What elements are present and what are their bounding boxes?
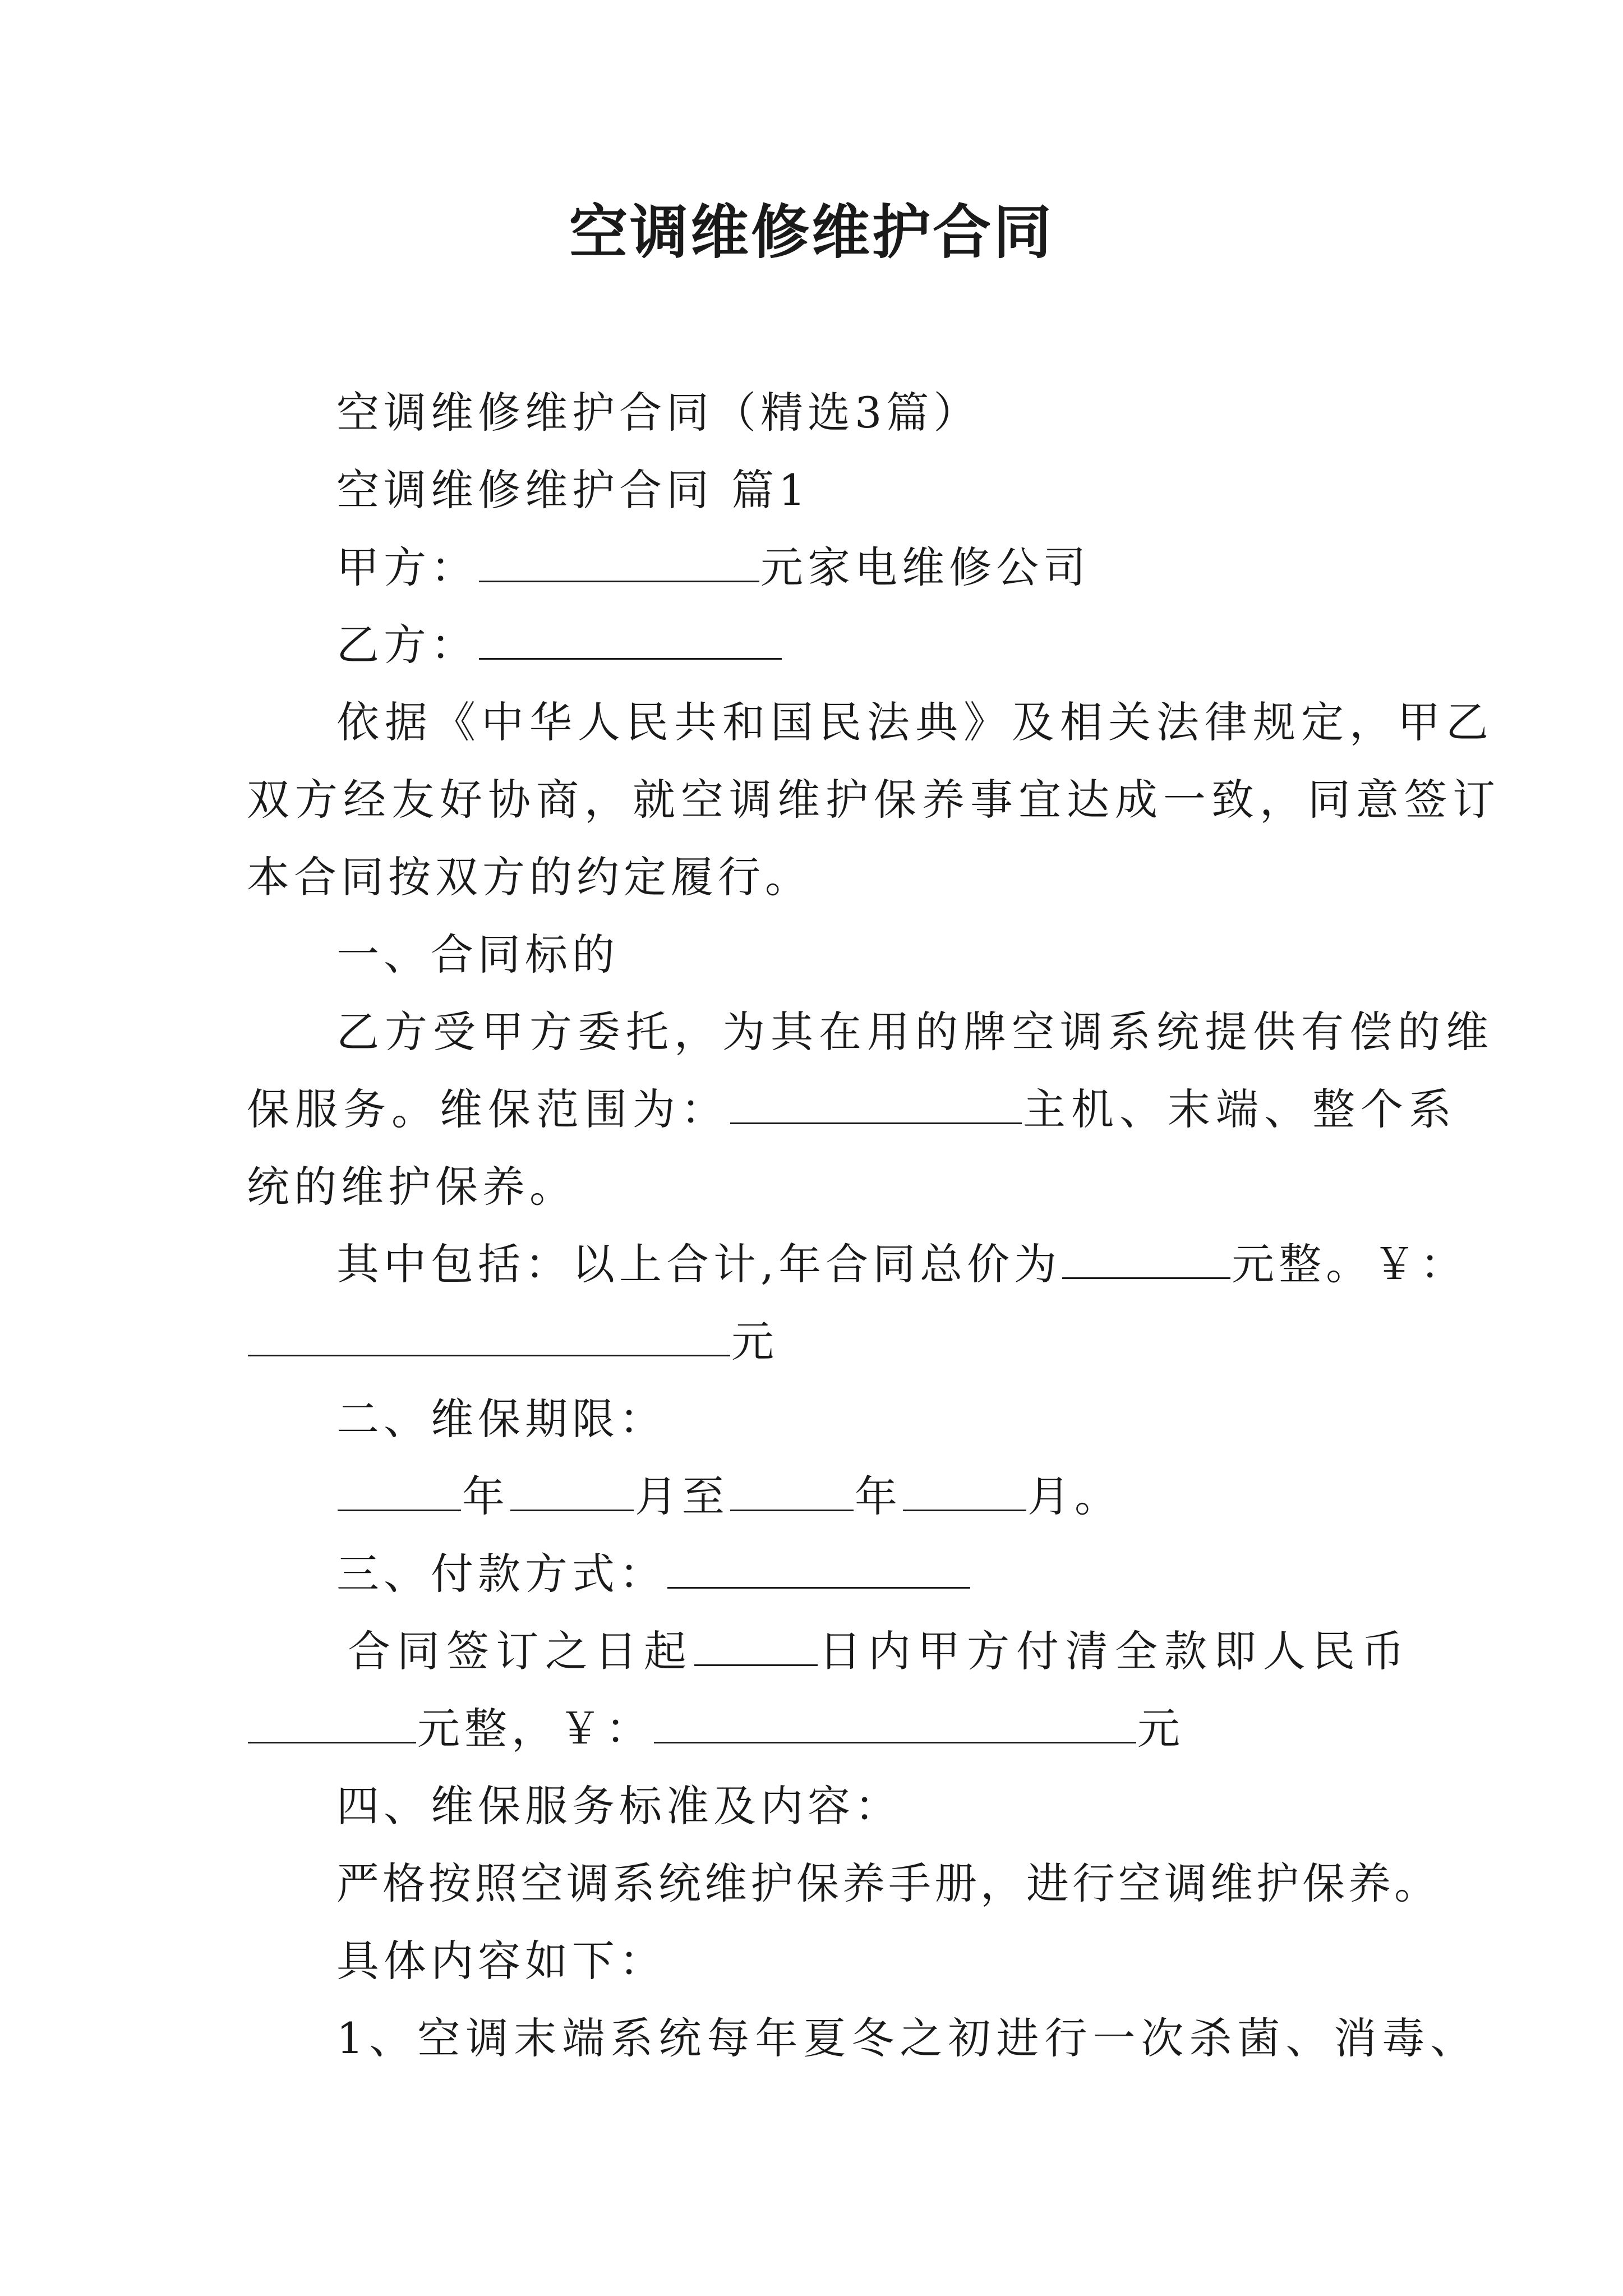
payment-currency-label: 元整，￥： — [417, 1704, 653, 1754]
payment-yuan-unit: 元 — [1137, 1704, 1184, 1754]
scope-blank — [730, 1084, 1022, 1124]
period-year-2: 年 — [855, 1471, 902, 1521]
period-month-end: 月。 — [1027, 1471, 1122, 1521]
period-month-to: 月至 — [635, 1471, 729, 1521]
intro-line-1: 依据《中华人民共和国民法典》及相关法律规定，甲乙 — [336, 697, 1494, 747]
price-yuan-unit: 元 — [731, 1317, 778, 1366]
price-currency-label: 元整。￥： — [1232, 1239, 1468, 1289]
party-b-line — [336, 619, 783, 670]
party-a-suffix: 元家电维修公司 — [760, 542, 1090, 592]
party-a-label: 甲方： — [336, 542, 478, 592]
subtitle: 空调维修维护合同（精选3篇） — [336, 388, 981, 438]
start-year-blank — [338, 1471, 461, 1511]
scope-suffix: 主机、末端、整个系 — [1023, 1084, 1457, 1134]
section3-line — [336, 1548, 971, 1599]
start-month-blank — [510, 1471, 634, 1511]
price-line-2 — [247, 1316, 778, 1367]
detail-intro: 具体内容如下： — [336, 1936, 666, 1986]
section1-body-line2 — [247, 1084, 1457, 1135]
document-title: 空调维修维护合同 — [569, 197, 1054, 266]
period-year-1: 年 — [462, 1471, 509, 1521]
end-month-blank — [903, 1471, 1026, 1511]
price-amount-blank — [1062, 1239, 1230, 1279]
party-b-label: 乙方： — [336, 620, 478, 670]
party-a-line — [336, 542, 1090, 593]
payment-amount-blank — [248, 1704, 416, 1743]
party-a-blank — [479, 542, 759, 582]
section1-body-line1: 乙方受甲方委托，为其在用的牌空调系统提供有偿的维 — [336, 1007, 1494, 1057]
section1-body-line3: 统的维护保养。 — [247, 1162, 577, 1212]
intro-line-2: 双方经友好协商，就空调维护保养事宜达成一致，同意签订 — [247, 775, 1501, 825]
payment-line-2 — [247, 1703, 1184, 1754]
section2-heading: 二、维保期限： — [336, 1394, 666, 1444]
end-year-blank — [730, 1471, 854, 1511]
period-line — [336, 1471, 1122, 1522]
party-b-blank — [479, 620, 782, 660]
part-heading: 空调维修维护合同 篇1 — [336, 465, 810, 515]
section4-body: 严格按照空调系统维护保养手册，进行空调维护保养。 — [336, 1858, 1440, 1908]
scope-label: 保服务。维保范围为： — [247, 1084, 729, 1134]
list-item-1: 1、空调末端系统每年夏冬之初进行一次杀菌、消毒、 — [336, 2013, 1479, 2063]
price-yuan-blank — [248, 1317, 730, 1356]
price-line — [336, 1239, 1467, 1290]
intro-line-3: 本合同按双方的约定履行。 — [247, 852, 812, 902]
payment-yuan-blank — [654, 1704, 1136, 1743]
payment-full-label: 日内甲方付清全款即人民币 — [819, 1626, 1411, 1676]
section3-heading: 三、付款方式： — [336, 1549, 666, 1599]
payment-start-label: 合同签订之日起 — [348, 1626, 693, 1676]
payment-days-blank — [694, 1626, 818, 1666]
payment-line-1 — [348, 1626, 1411, 1677]
section1-heading: 一、合同标的 — [336, 930, 619, 979]
section4-heading: 四、维保服务标准及内容： — [336, 1781, 902, 1831]
price-label: 其中包括：以上合计,年合同总价为 — [336, 1239, 1062, 1289]
payment-method-blank — [667, 1549, 970, 1589]
